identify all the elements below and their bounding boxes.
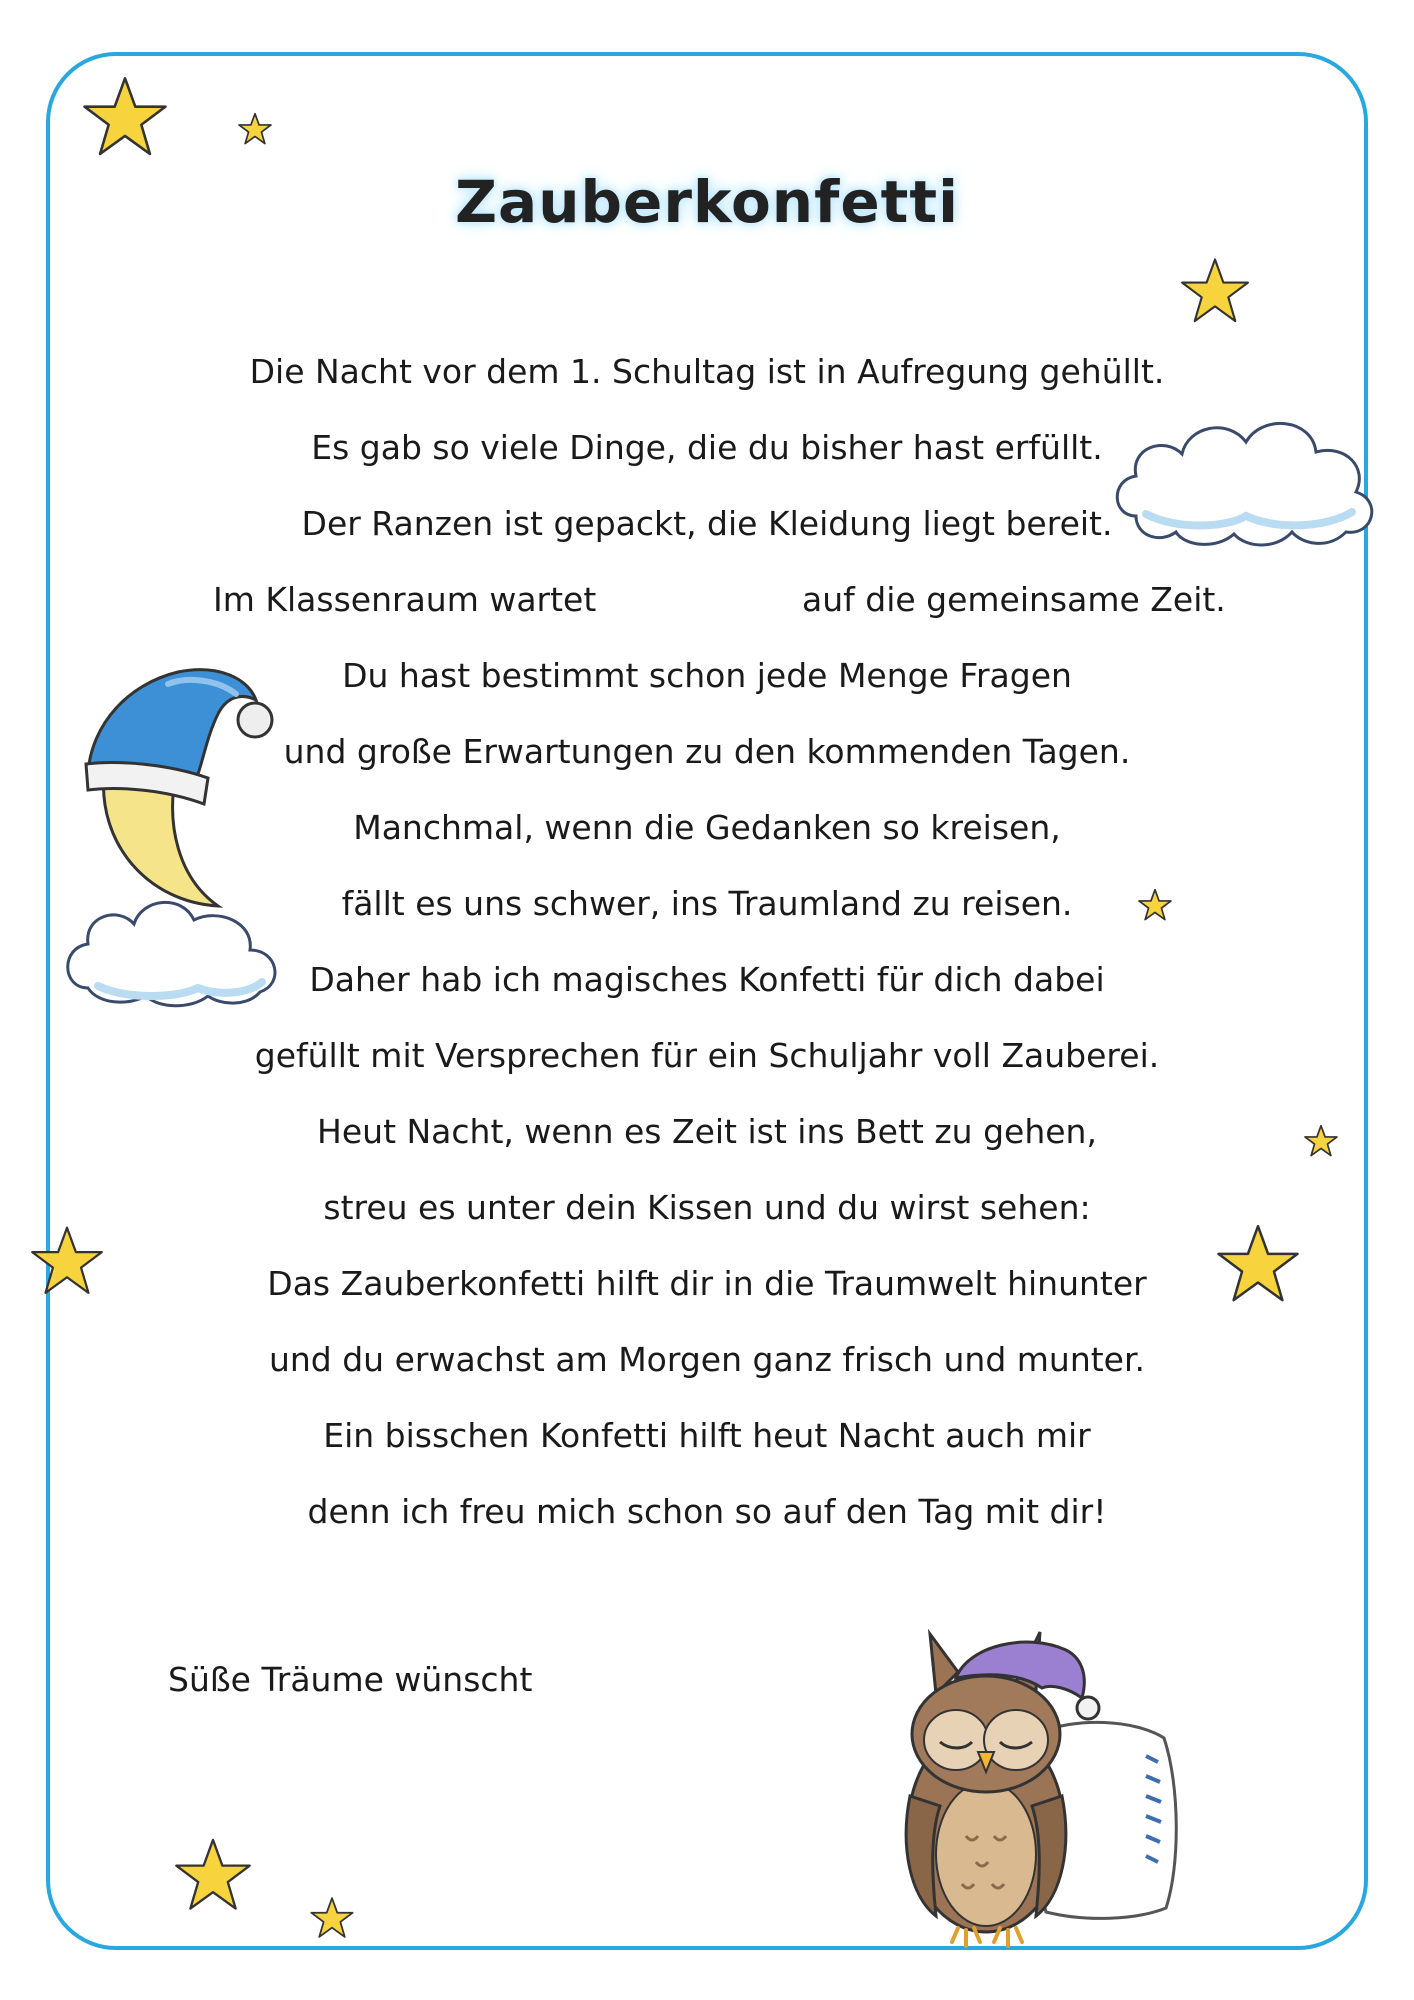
poem-line: Manchmal, wenn die Gedanken so kreisen, <box>353 808 1061 847</box>
poem-line: Es gab so viele Dinge, die du bisher hast erfüllt. <box>311 428 1103 467</box>
poem-line: Der Ranzen ist gepackt, die Kleidung liegt bereit. <box>301 504 1113 543</box>
poem-line: Daher hab ich magisches Konfetti für dich dabei <box>309 960 1105 999</box>
star-icon <box>82 74 168 160</box>
poem-line: und große Erwartungen zu den kommenden Tagen. <box>283 732 1131 771</box>
owl-icon <box>896 1616 1186 1952</box>
signature-line: Süße Träume wünscht <box>168 1660 533 1699</box>
star-icon <box>310 1896 354 1940</box>
poem-line: Das Zauberkonfetti hilft dir in die Traumwelt hinunter <box>267 1264 1147 1303</box>
poem-line: Die Nacht vor dem 1. Schultag ist in Aufregung gehüllt. <box>249 352 1165 391</box>
poem-line: fällt es uns schwer, ins Traumland zu reisen. <box>341 884 1073 923</box>
poem-line-left: Im Klassenraum wartet <box>213 580 597 619</box>
poem-line: Ein bisschen Konfetti hilft heut Nacht auch mir <box>323 1416 1091 1455</box>
page-title: Zauberkonfetti <box>455 168 959 236</box>
star-icon <box>174 1836 252 1914</box>
star-icon <box>238 112 272 146</box>
poem-line: gefüllt mit Versprechen für ein Schuljahr voll Zauberei. <box>254 1036 1160 1075</box>
poem-line-right: auf die gemeinsame Zeit. <box>802 580 1226 619</box>
poem-line: Du hast bestimmt schon jede Menge Fragen <box>342 656 1072 695</box>
star-icon <box>1180 256 1250 326</box>
poem-line: denn ich freu mich schon so auf den Tag mit dir! <box>307 1492 1107 1531</box>
poem-line: streu es unter dein Kissen und du wirst sehen: <box>323 1188 1091 1227</box>
poem-line: und du erwachst am Morgen ganz frisch und munter. <box>268 1340 1146 1379</box>
poem-line: Heut Nacht, wenn es Zeit ist ins Bett zu gehen, <box>317 1112 1097 1151</box>
